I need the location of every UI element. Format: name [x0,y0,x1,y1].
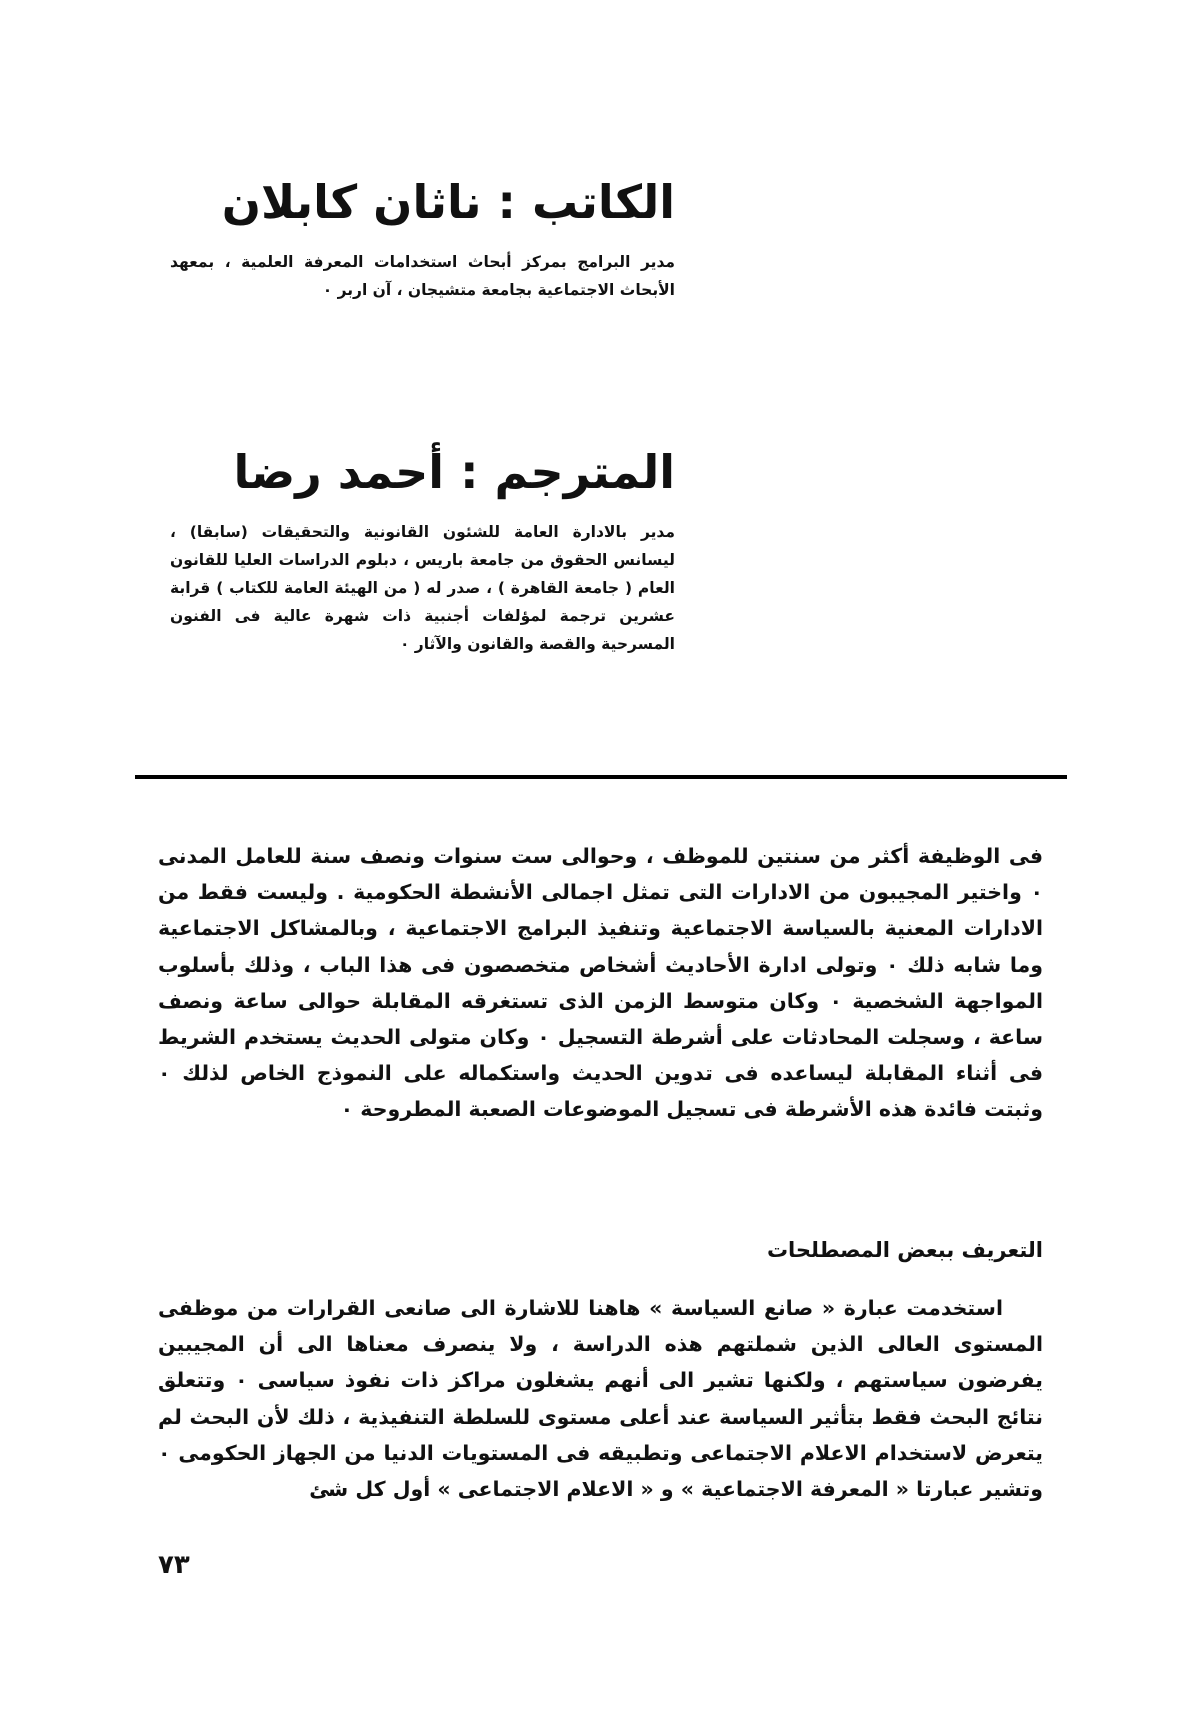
author-bio: مدير البرامج بمركز أبحاث استخدامات المعرفة العلمية ، بمعهد الأبحاث الاجتماعية بجامعة متشيجان ، آن اربر ٠ [170,253,675,299]
translator-heading: المترجم : أحمد رضا [233,445,675,499]
page-number: ٧٣ [158,1550,190,1580]
section-paragraph: استخدمت عبارة « صانع السياسة » هاهنا للاشارة الى صانعى القرارات من موظفى المستوى العالى الذين شملتهم هذه الدراسة ، ولا ينصرف معناها الى أن المجيبين يفرضون سياستهم ، ولكنها تشير الى أنهم يشغلون مراكز ذات نفوذ سياسى ٠ وتتعلق نتائج البحث فقط بتأثير السياسة عند أعلى مستوى للسلطة التنفيذية ، ذلك لأن البحث لم يتعرض لاستخدام الاعلام الاجتماعى وتطبيقه فى المستويات الدنيا من الجهاز الحكومى ٠ وتشير عبارتا « المعرفة الاجتماعية » و « الاعلام الاجتماعى » أول كل شئ [158,1296,1043,1502]
section-heading: التعريف ببعض المصطلحات [766,1238,1043,1262]
translator-bio: مدير بالادارة العامة للشئون القانونية والتحقيقات (سابقا) ، ليسانس الحقوق من جامعة باريس ، دبلوم الدراسات العليا للقانون العام ( جامعة القاهرة ) ، صدر له ( من الهيئة العامة للكتاب ) قرابة عشرين ترجمة لمؤلفات أجنبية ذات شهرة عالية فى الفنون المسرحية والقصة والقانون والآثار ٠ [170,523,675,653]
section-divider [135,775,1067,779]
author-section [170,170,675,304]
translator-section [170,440,675,658]
author-heading: الكاتب : ناثان كابلان [221,175,675,229]
body-paragraph: فى الوظيفة أكثر من سنتين للموظف ، وحوالى ست سنوات ونصف سنة للعامل المدنى ٠ واختير المجيبون من الادارات التى تمثل اجمالى الأنشطة الحكومية . وليست فقط من الادارات المعنية بالسياسة الاجتماعية وتنفيذ البرامج الاجتماعية ، وبالمشاكل الاجتماعية وما شابه ذلك ٠ وتولى ادارة الأحاديث أشخاص متخصصون فى هذا الباب ، وذلك بأسلوب المواجهة الشخصية ٠ وكان متوسط الزمن الذى تستغرقه المقابلة حوالى ساعة ونصف ساعة ، وسجلت المحادثات على أشرطة التسجيل ٠ وكان متولى الحديث يستخدم الشريط فى أثناء المقابلة ليساعده فى تدوين الحديث واستكماله على النموذج الخاص لذلك ٠ وثبتت فائدة هذه الأشرطة فى تسجيل الموضوعات الصعبة المطروحة ٠ [158,844,1043,1122]
